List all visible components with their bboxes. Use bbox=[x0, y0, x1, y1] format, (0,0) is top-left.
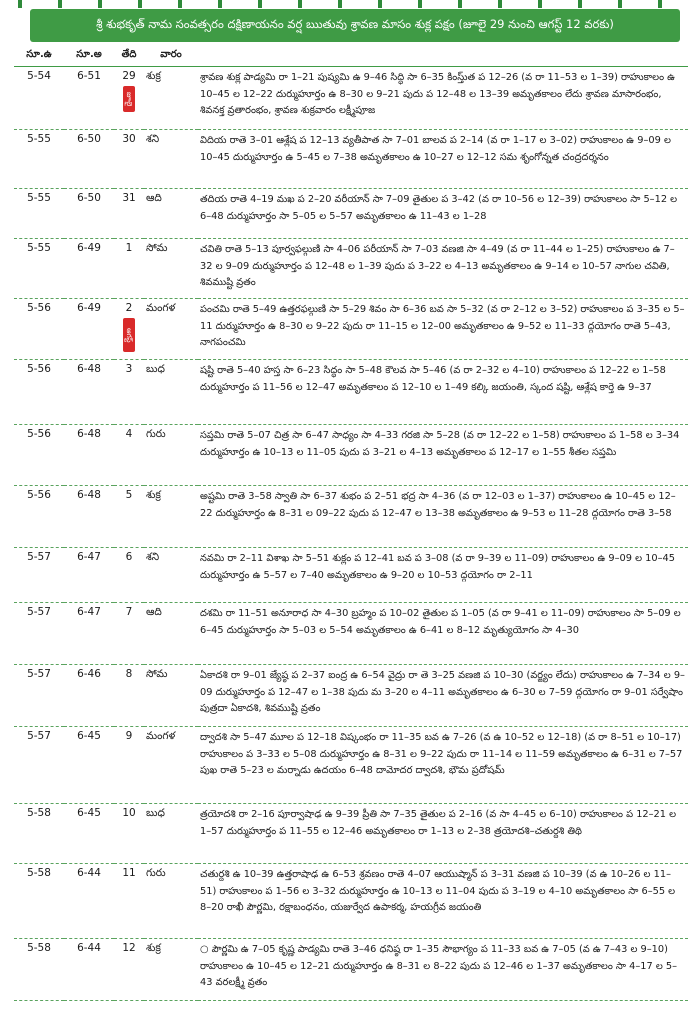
details-cell: పంచమి రాతె 5–49 ఉత్తరఫల్గుణి సా 5–29 శివం సా 6–36 బవ సా 5–32 (వ రా 2–12 ల 3–52) రాహుకాలం ప 3–35 ల 5–11 దుర్ముహూర్తం ఉ 8–30 ల 9–22 పుదు రా 11–15 ల 12–00 అమృతకాలం ఉ 9–52 ల 11–33 ద్గయోగం రాతె 5–43, నాగపంచమి bbox=[198, 299, 688, 360]
details-cell: దశమి రా 11–51 అనూరాధ సా 4–30 బ్రహ్మం ప 10–02 తైతుల ప 1–05 (వ రా 9–41 ల 11–09) రాహుకాలం సా 5–09 ల 6–45 దుర్ముహూర్తం సా 5–03 ల 5–54 అమృతకాలం ఉ 6–41 ల 8–12 మృత్యుయోగం సా 4–30 bbox=[198, 603, 688, 665]
date-cell bbox=[114, 67, 144, 130]
table-row bbox=[14, 665, 688, 727]
month-badge-july: జూలై bbox=[123, 86, 135, 112]
column-header-sunset: సూ.అ bbox=[64, 44, 114, 67]
weekday-cell: గురు bbox=[144, 864, 198, 939]
weekday-cell: సోమ bbox=[144, 665, 198, 727]
table-row bbox=[14, 804, 688, 864]
table-row bbox=[14, 603, 688, 665]
date-cell: 6 bbox=[114, 548, 144, 603]
sunrise-cell: 5-57 bbox=[14, 665, 64, 727]
weekday-cell: శని bbox=[144, 548, 198, 603]
details-cell: చతుర్దశి ఉ 10–39 ఉత్తరాషాఢ ఉ 6–53 శ్రవణం రాతె 4–07 ఆయుష్మాన్ ప 3–31 వణజి ప 10–39 (వ ఉ 10–26 ల 11–51) రాహుకాలం ప 1–56 ల 3–32 దుర్ముహూర్తం ఉ 10–13 ల 11–04 పుదు ప 3–19 ల 4–10 అమృతకాలం సా 6–55 ల 8–20 రాఖీ పౌర్ణమి, రక్షాబంధనం, యజుర్వేద ఉపాకర్మ, హయగ్రీవ జయంతి bbox=[198, 864, 688, 939]
details-cell: సప్తమి రాతె 5–07 చిత్ర సా 6–47 సాధ్యం సా 4–33 గరజి సా 5–28 (వ రా 12–22 ల 1–58) రాహుకాలం ప 1–58 ల 3–34 దుర్ముహూర్తం ఉ 10–13 ల 11–05 పుదు ప 3–21 ల 4–13 అమృతకాలం ప 12–17 ల 1–55 శీతల సప్తమి bbox=[198, 425, 688, 486]
table-row bbox=[14, 67, 688, 130]
top-decoration bbox=[0, 0, 697, 8]
details-cell: నవమి రా 2–11 విశాఖ సా 5–51 శుక్లం ప 12–41 బవ ప 3–08 (వ రా 9–39 ల 11–09) రాహుకాలం ఉ 9–09 ల 10–45 దుర్ముహూర్తం ఉ 5–57 ల 7–40 అమృతకాలం ఉ 9–20 ల 10–53 ద్గయోగం రా 2–11 bbox=[198, 548, 688, 603]
sunset-cell: 6-50 bbox=[64, 130, 114, 189]
sunset-cell: 6-49 bbox=[64, 239, 114, 299]
date-cell: 9 bbox=[114, 727, 144, 804]
date-cell: 31 bbox=[114, 189, 144, 239]
column-header-weekday: వారం bbox=[144, 44, 198, 67]
weekday-cell: శుక్ర bbox=[144, 67, 198, 130]
date-cell: 8 bbox=[114, 665, 144, 727]
date-cell: 1 bbox=[114, 239, 144, 299]
sunrise-cell: 5-58 bbox=[14, 804, 64, 864]
sunset-cell: 6-50 bbox=[64, 189, 114, 239]
weekday-cell: మంగళ bbox=[144, 299, 198, 360]
weekday-cell: బుధ bbox=[144, 804, 198, 864]
details-cell: విదియ రాతె 3–01 ఆశ్లేష ప 12–13 వ్యతీపాత సా 7–01 బాలవ ప 2–14 (వ రా 1–17 ల 3–02) రాహుకాలం ఉ 9–09 ల 10–45 దుర్ముహూర్తం ఉ 5–45 ల 7–38 అమృతకాలం ఉ 10–27 ల 12–12 సమ శృంగోన్నత చంద్రదర్శనం bbox=[198, 130, 688, 189]
sunset-cell: 6-47 bbox=[64, 603, 114, 665]
table-row bbox=[14, 727, 688, 804]
weekday-cell: శుక్ర bbox=[144, 939, 198, 1001]
sunset-cell: 6-46 bbox=[64, 665, 114, 727]
sunrise-cell: 5-57 bbox=[14, 603, 64, 665]
weekday-cell: సోమ bbox=[144, 239, 198, 299]
table-row bbox=[14, 548, 688, 603]
weekday-cell: ఆది bbox=[144, 189, 198, 239]
date-cell bbox=[114, 299, 144, 360]
details-cell: ఏకాదశి రా 9–01 జ్యేష్ఠ ప 2–37 ఐంద్ర ఉ 6–54 వైద్రు రా తె 3–25 వణజి ప 10–30 (వర్జ్యం లేదు) రాహుకాలం ఉ 7–34 ల 9–09 దుర్ముహూర్తం ప 12–47 ల 1–38 పుదు మ 3–20 ల 4–11 అమృతకాలం ఉ 6–30 ల 7–59 ద్గయోగం రా 9–01 సర్వేషాం పుత్రదా ఏకాదశి, శివముష్టి వ్రతం bbox=[198, 665, 688, 727]
month-badge-august: ఆగస్ట్ bbox=[123, 318, 135, 352]
sunrise-cell: 5-58 bbox=[14, 864, 64, 939]
details-cell: అష్టమి రాతె 3–58 స్వాతి సా 6–37 శుభం ప 2–51 భద్ర సా 4–36 (వ రా 12–03 ల 1–37) రాహుకాలం ఉ 10–45 ల 12–22 దుర్ముహూర్తం ఉ 8–31 ల 09–22 పుదు ప 12–47 ల 13–38 అమృతకాలం ఉ 9–53 ల 11–28 ద్గయోగం రాతె 3–58 bbox=[198, 486, 688, 548]
column-header-date: తేది bbox=[114, 44, 144, 67]
table-row bbox=[14, 189, 688, 239]
details-cell: శ్రావణ శుక్ల పాడ్యమి రా 1–21 పుష్యమి ఉ 9–46 సిద్ధి సా 6–35 కింస్తు్త ప 12–26 (వ రా 11–53 ల 1–39) రాహుకాలం ఉ 10–45 ల 12–22 దుర్ముహూర్తం ఉ 8–30 ల 9–21 పుదు ప 12–48 ల 13–39 అమృతకాలం లేదు శ్రావణ మాసారంభం, శివనక్త వ్రతారంభం, శ్రావణ శుక్రవారం లక్ష్మీపూజ bbox=[198, 67, 688, 130]
details-cell: షష్టి రాతె 5–40 హస్త సా 6–23 సిద్ధం సా 5–48 కౌలవ సా 5–46 (వ రా 2–32 ల 4–10) రాహుకాలం ప 12–22 ల 1–58 దుర్ముహూర్తం ప 11–56 ల 12–47 అమృతకాలం ప 12–10 ల 1–49 కల్కి జయంతి, స్కంద షష్టి, ఆశ్లేష కార్తె ఉ 9–37 bbox=[198, 360, 688, 425]
sunset-cell: 6-48 bbox=[64, 486, 114, 548]
sunrise-cell: 5-56 bbox=[14, 299, 64, 360]
table-row bbox=[14, 939, 688, 1001]
sunset-cell: 6-45 bbox=[64, 727, 114, 804]
date-cell: 7 bbox=[114, 603, 144, 665]
sunset-cell: 6-48 bbox=[64, 360, 114, 425]
sunset-cell: 6-49 bbox=[64, 299, 114, 360]
sunrise-cell: 5-55 bbox=[14, 130, 64, 189]
sunrise-cell: 5-55 bbox=[14, 189, 64, 239]
weekday-cell: గురు bbox=[144, 425, 198, 486]
date-cell: 5 bbox=[114, 486, 144, 548]
panchangam-table-container bbox=[14, 44, 688, 1020]
sunrise-cell: 5-56 bbox=[14, 360, 64, 425]
sunrise-cell: 5-58 bbox=[14, 939, 64, 1001]
date-cell: 11 bbox=[114, 864, 144, 939]
panchangam-table bbox=[14, 44, 688, 1001]
details-cell: చవితి రాతె 5–13 పూర్వఫల్గుణి సా 4–06 పరీయాన్ సా 7–03 వణజి సా 4–49 (వ రా 11–44 ల 1–25) రాహుకాలం ఉ 7–32 ల 9–09 దుర్ముహూర్తం ప 12–48 ల 1–39 పుదు ప 3–22 ల 4–13 అమృతకాలం ఉ 9–14 ల 10–57 నాగుల చవితి, శివముష్టి వ్రతం bbox=[198, 239, 688, 299]
date-cell: 4 bbox=[114, 425, 144, 486]
sunset-cell: 6-48 bbox=[64, 425, 114, 486]
sunrise-cell: 5-54 bbox=[14, 67, 64, 130]
page-title: శ్రీ శుభకృత్ నామ సంవత్సరం దక్షిణాయనం వర్ష ఋతువు శ్రావణ మాసం శుక్ల పక్షం (జూలై 29 నుంచి ఆగస్ట్ 12 వరకు) bbox=[30, 9, 680, 42]
details-cell: ద్వాదశి సా 5–47 మూల ప 12–18 విష్కంభం రా 11–35 బవ ఉ 7–26 (వ ఉ 10–52 ల 12–18) (వ రా 8–51 ల 10–17) రాహుకాలం ప 3–33 ల 5–08 దుర్ముహూర్తం ఉ 8–31 ల 9–22 పుదు రా 11–14 ల 11–59 అమృతకాలం ఉ 6–31 ల 7–57 పుఖ రాతె 5–23 ల మర్నాడు ఉదయం 6–48 దామోదర ద్వాదశి, భౌమ ప్రదోషమ్ bbox=[198, 727, 688, 804]
table-row bbox=[14, 864, 688, 939]
column-header-details bbox=[198, 44, 688, 67]
sunrise-cell: 5-56 bbox=[14, 425, 64, 486]
details-cell: తదియ రాతె 4–19 మఖ ప 2–20 వరీయాన్ సా 7–09 తైతుల ప 3–42 (వ రా 10–56 ల 12–39) రాహుకాలం సా 5–12 ల 6–48 దుర్ముహూర్తం సా 5–05 ల 5–57 అమృతకాలం ఉ 11–43 ల 1–28 bbox=[198, 189, 688, 239]
date-value: 2 bbox=[125, 302, 133, 314]
sunset-cell: 6-44 bbox=[64, 939, 114, 1001]
sunrise-cell: 5-57 bbox=[14, 548, 64, 603]
weekday-cell: మంగళ bbox=[144, 727, 198, 804]
sunrise-cell: 5-55 bbox=[14, 239, 64, 299]
weekday-cell: బుధ bbox=[144, 360, 198, 425]
sunset-cell: 6-47 bbox=[64, 548, 114, 603]
table-row bbox=[14, 239, 688, 299]
table-row bbox=[14, 130, 688, 189]
sunrise-cell: 5-57 bbox=[14, 727, 64, 804]
table-row bbox=[14, 486, 688, 548]
weekday-cell: ఆది bbox=[144, 603, 198, 665]
weekday-cell: శని bbox=[144, 130, 198, 189]
column-header-sunrise: సూ.ఉ bbox=[14, 44, 64, 67]
date-cell: 12 bbox=[114, 939, 144, 1001]
sunrise-cell: 5-56 bbox=[14, 486, 64, 548]
sunset-cell: 6-51 bbox=[64, 67, 114, 130]
date-cell: 10 bbox=[114, 804, 144, 864]
date-cell: 30 bbox=[114, 130, 144, 189]
date-value: 29 bbox=[122, 70, 136, 82]
table-row bbox=[14, 299, 688, 360]
table-row bbox=[14, 360, 688, 425]
details-cell: త్రయోదశి రా 2–16 పూర్వాషాఢ ఉ 9–39 ప్రీతి సా 7–35 తైతుల ప 2–16 (వ సా 4–45 ల 6–10) రాహుకాలం ప 12–21 ల 1–57 దుర్ముహూర్తం ప 11–55 ల 12–46 అమృతకాలం రా 1–13 ల 2–38 త్రయోదశి–చతుర్దశి తిథి bbox=[198, 804, 688, 864]
table-row bbox=[14, 425, 688, 486]
date-cell: 3 bbox=[114, 360, 144, 425]
sunset-cell: 6-44 bbox=[64, 864, 114, 939]
details-cell: ○ పౌర్ణమి ఉ 7–05 కృష్ణ పాడ్యమి రాతె 3–46 ధనిష్ఠ రా 1–35 సౌభాగ్యం ప 11–33 బవ ఉ 7–05 (వ ఉ 7–43 ల 9–10) రాహుకాలం ఉ 10–45 ల 12–21 దుర్ముహూర్తం ఉ 8–31 ల 8–22 పుదు ప 12–46 ల 1–37 అమృతకాలం సా 4–17 ల 5–43 వరలక్ష్మీ వ్రతం bbox=[198, 939, 688, 1001]
weekday-cell: శుక్ర bbox=[144, 486, 198, 548]
sunset-cell: 6-45 bbox=[64, 804, 114, 864]
table-header-row bbox=[14, 44, 688, 67]
